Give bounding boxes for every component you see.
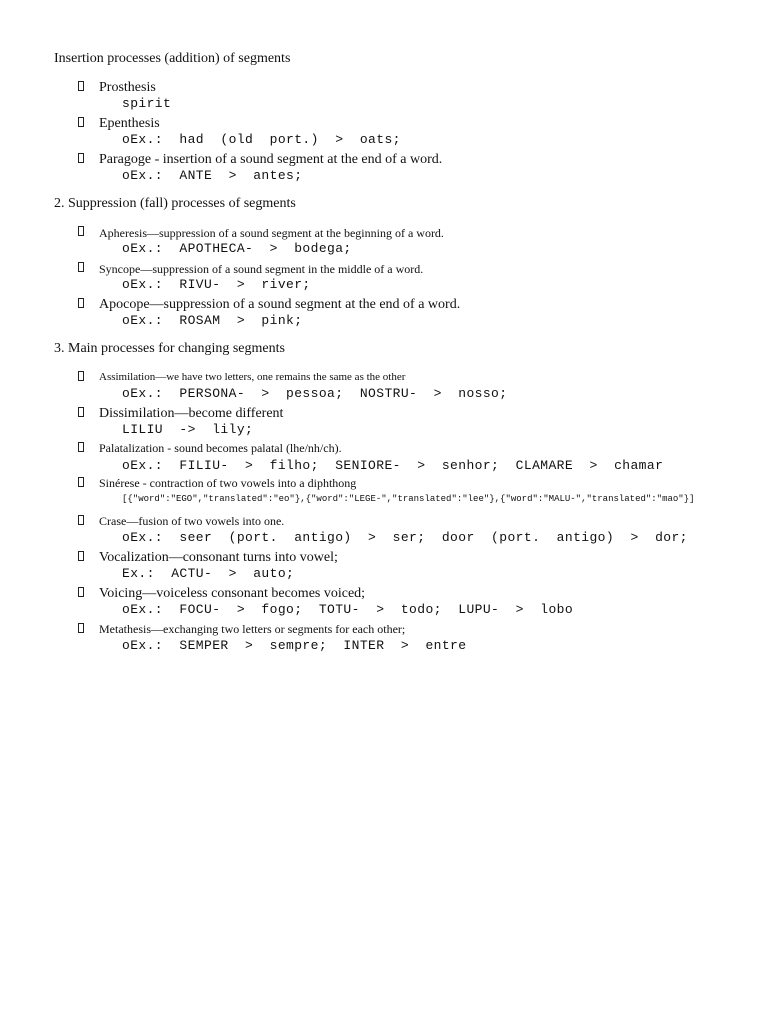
example-apheresis: oEx.: APOTHECA- > bodega;: [122, 241, 352, 256]
example-dissimilation: LILIU -> lily;: [122, 422, 254, 437]
example-metathesis: oEx.: SEMPER > sempre; INTER > entre: [122, 638, 467, 653]
term-vocalization: Vocalization—consonant turns into vowel;: [99, 550, 338, 565]
example-prosthesis: spirit: [122, 96, 172, 111]
example-epenthesis: oEx.: had (old port.) > oats;: [122, 132, 401, 147]
example-vocalization: Ex.: ACTU- > auto;: [122, 566, 295, 581]
bullet-icon: [78, 117, 84, 127]
term-apocope: Apocope—suppression of a sound segment at the end of a word.: [99, 297, 461, 312]
example-paragoge: oEx.: ANTE > antes;: [122, 168, 303, 183]
example-palatalization: oEx.: FILIU- > filho; SENIORE- > senhor; CLAMARE > chamar: [122, 458, 664, 473]
term-sinerese: Sinérese - contraction of two vowels into a diphthong: [99, 476, 357, 490]
term-metathesis: Metathesis—exchanging two letters or segments for each other;: [99, 622, 406, 636]
term-syncope: Syncope—suppression of a sound segment in the middle of a word.: [99, 262, 424, 276]
term-assimilation: Assimilation—we have two letters, one remains the same as the other: [99, 371, 406, 383]
section-heading-changing: 3. Main processes for changing segments: [54, 341, 285, 356]
bullet-icon: [78, 551, 84, 561]
example-crase: oEx.: seer (port. antigo) > ser; door (port. antigo) > dor;: [122, 530, 688, 545]
bullet-icon: [78, 587, 84, 597]
bullet-icon: [78, 262, 84, 272]
section-heading-insertion: Insertion processes (addition) of segments: [54, 51, 291, 66]
bullet-icon: [78, 226, 84, 236]
example-voicing: oEx.: FOCU- > fogo; TOTU- > todo; LUPU- > lobo: [122, 602, 574, 617]
example-sinerese: [{"word":"EGO","translated":"eo"},{"word":"LEGE-","translated":"lee"},{"word":"MALU-","translated":"mao"}]: [122, 494, 695, 504]
bullet-icon: [78, 477, 84, 487]
bullet-icon: [78, 153, 84, 163]
term-paragoge: Paragoge - insertion of a sound segment at the end of a word.: [99, 152, 443, 167]
example-assimilation: oEx.: PERSONA- > pessoa; NOSTRU- > nosso;: [122, 386, 508, 401]
term-prosthesis: Prosthesis: [99, 80, 156, 95]
example-syncope: oEx.: RIVU- > river;: [122, 277, 311, 292]
term-dissimilation: Dissimilation—become different: [99, 406, 284, 421]
term-voicing: Voicing—voiceless consonant becomes voiced;: [99, 586, 366, 601]
bullet-icon: [78, 371, 84, 381]
term-apheresis: Apheresis—suppression of a sound segment at the beginning of a word.: [99, 226, 444, 240]
example-apocope: oEx.: ROSAM > pink;: [122, 313, 303, 328]
bullet-icon: [78, 298, 84, 308]
bullet-icon: [78, 515, 84, 525]
term-epenthesis: Epenthesis: [99, 116, 160, 131]
term-palatalization: Palatalization - sound becomes palatal (lhe/nh/ch).: [99, 441, 342, 455]
bullet-icon: [78, 407, 84, 417]
bullet-icon: [78, 81, 84, 91]
bullet-icon: [78, 623, 84, 633]
term-crase: Crase—fusion of two vowels into one.: [99, 514, 285, 528]
section-heading-suppression: 2. Suppression (fall) processes of segments: [54, 196, 296, 211]
bullet-icon: [78, 442, 84, 452]
